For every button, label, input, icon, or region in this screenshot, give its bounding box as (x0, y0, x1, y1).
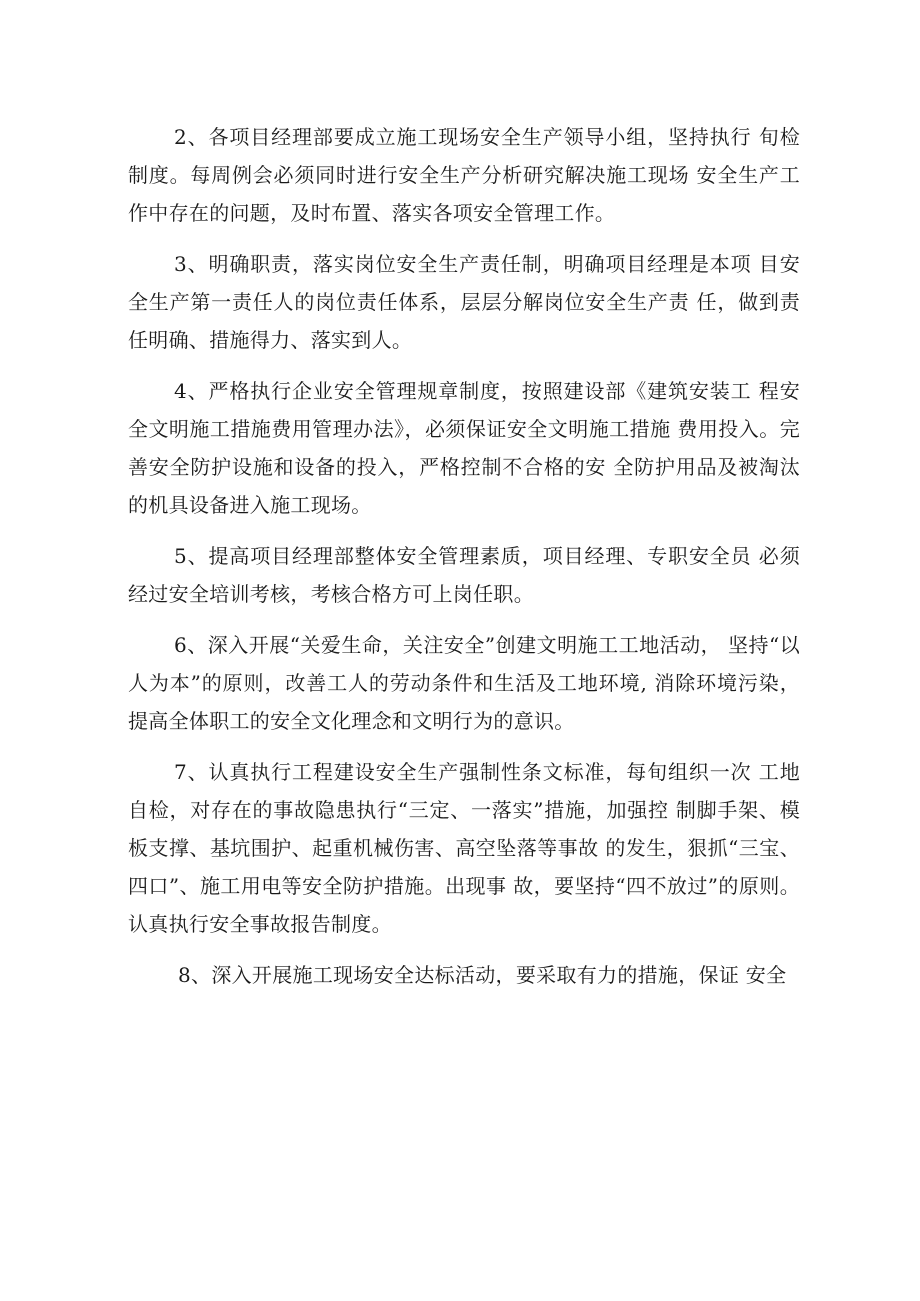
paragraph-item-3: 3、明确职责，落实岗位安全生产责任制，明确项目经理是本项 目安全生产第一责任人的岗位责任体系，层层分解岗位安全生产责 任，做到责任明确、措施得力、落实到人。 (128, 252, 800, 352)
paragraph-item-6: 6、深入开展“关爱生命，关注安全”创建文明施工工地活动， 坚持“以人为本”的原则，改善工人的劳动条件和生活及工地环境, 消除环境污染，提高全体职工的安全文化理念和文明行为的意识。 (128, 633, 800, 733)
paragraph-item-4: 4、严格执行企业安全管理规章制度，按照建设部《建筑安装工 程安全文明施工措施费用管理办法》，必须保证安全文明施工措施 费用投入。完善安全防护设施和设备的投入，严格控制不合格的安 全防护用品及被淘汰的机具设备进入施工现场。 (128, 379, 800, 517)
document-body (128, 118, 800, 994)
paragraph-item-5: 5、提高项目经理部整体安全管理素质，项目经理、专职安全员 必须经过安全培训考核，考核合格方可上岗任职。 (128, 544, 800, 606)
paragraph-item-8: 8、深入开展施工现场安全达标活动，要采取有力的措施，保证 安全 (178, 963, 787, 987)
paragraph-item-7: 7、认真执行工程建设安全生产强制性条文标准，每旬组织一次 工地自检，对存在的事故隐患执行“三定、一落实”措施，加强控 制脚手架、模板支撑、基坑围护、起重机械伤害、高空坠落等事故 的发生，狠抓“三宝、四口”、施工用电等安全防护措施。出现事 故，要坚持“四不放过”的原则。认真执行安全事故报告制度。 (128, 760, 800, 936)
paragraph-item-2: 2、各项目经理部要成立施工现场安全生产领导小组，坚持执行 旬检制度。每周例会必须同时进行安全生产分析研究解决施工现场 安全生产工作中存在的问题，及时布置、落实各项安全管理工作。 (128, 125, 800, 225)
